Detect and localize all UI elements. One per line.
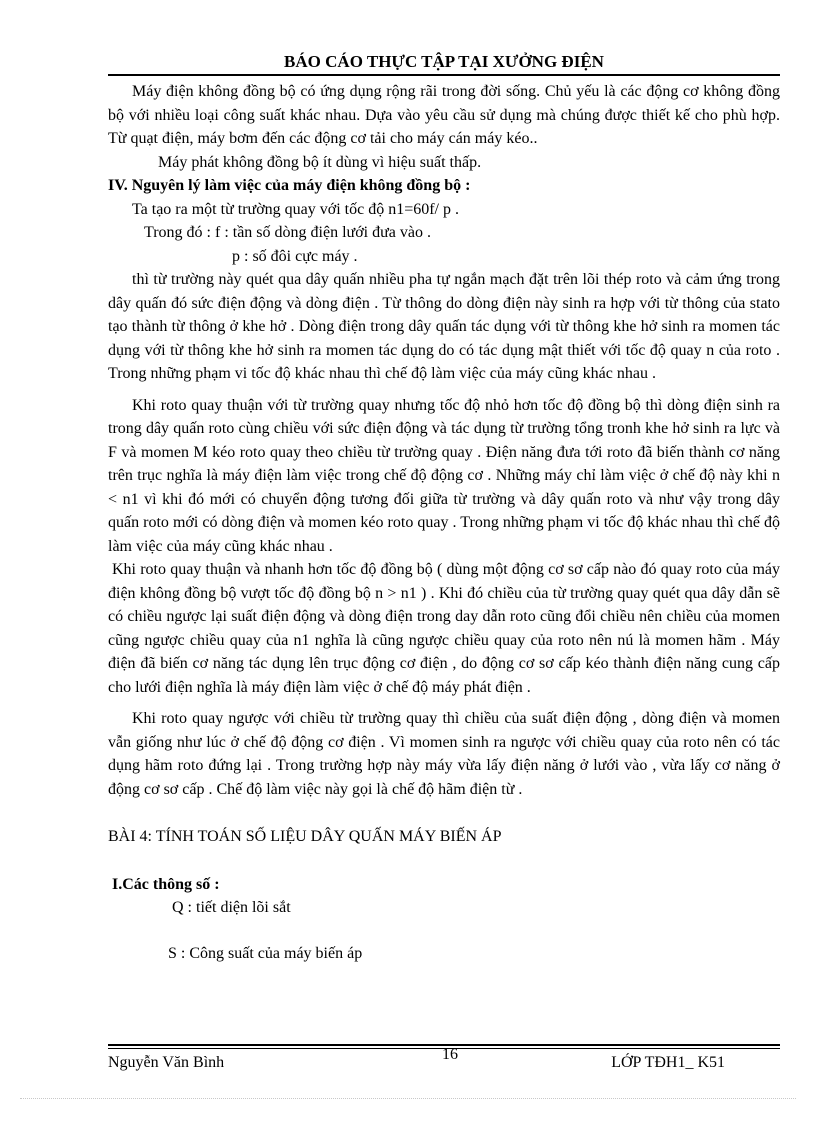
page-edge-dots <box>20 1098 796 1099</box>
page-body <box>108 80 780 965</box>
page-footer <box>108 1046 780 1074</box>
definition-f: Trong đó : f : tần số dòng điện lưới đưa vào . <box>144 224 431 241</box>
lesson-title: BÀI 4: TÍNH TOÁN SỐ LIỆU DÂY QUẤN MÁY BIẾN ÁP <box>108 828 502 845</box>
subsection-heading-i: I.Các thông số : <box>112 875 220 893</box>
section-heading-iv: IV. Nguyên lý làm việc của máy điện không đồng bộ : <box>108 177 471 194</box>
paragraph-brake-mode: Khi roto quay ngược với chiều từ trường quay thì chiều của suất điện động , dòng điện và momen vẫn giống như lúc ở chế độ động cơ điện . Vì momen sinh ra ngược với chiều quay của roto nên có tác dụng hãm roto đứng lại . Trong trường hợp này máy vừa lấy điện năng ở lưới vào , vừa lấy cơ năng ở động cơ sơ cấp . Chế độ làm việc này gọi là chế độ hãm điện từ . <box>108 710 780 798</box>
param-s: S : Công suất của máy biến áp <box>168 944 363 962</box>
paragraph-applications: Máy điện không đồng bộ có ứng dụng rộng rãi trong đời sống. Chủ yếu là các động cơ không đồng bộ với nhiều loại công suất khác nhau. Dựa vào yêu cầu sử dụng mà chúng được thiết kế cho phù hợp. Từ quạt điện, máy bơm đến các động cơ tải cho máy cán máy kéo.. <box>108 83 780 147</box>
formula-line: Ta tạo ra một từ trường quay với tốc độ n1=60f/ p . <box>132 200 459 218</box>
paragraph-motor-mode: Khi roto quay thuận với từ trường quay nhưng tốc độ nhỏ hơn tốc độ đồng bộ thì dòng điện sinh ra trong dây quấn roto cùng chiều với sức điện động và tác dụng từ trường tổng tronh khe hở sinh ra lực và F và momen M kéo roto quay theo chiều từ trường quay . Điện năng đưa tới roto đã biến thành cơ năng trên trục nghĩa là máy điện làm việc trong chế độ động cơ . Những máy chỉ làm việc ở chế độ này khi n < n1 vì khi đó mới có chuyển động tương đối giữa từ trường và dây quấn roto và như vậy trong dây quấn roto mới có dòng điện và momen kéo roto quay . Trong những phạm vi tốc độ khác nhau thì chế độ làm việc của máy cũng khác nhau . <box>108 396 780 555</box>
header-rule <box>108 74 780 76</box>
footer-class: LỚP TĐH1_ K51 <box>611 1054 725 1071</box>
paragraph-generator: Máy phát không đồng bộ ít dùng vì hiệu suất thấp. <box>158 153 482 171</box>
definition-p: p : số đôi cực máy . <box>232 247 358 265</box>
page-header: BÁO CÁO THỰC TẬP TẠI XƯỞNG ĐIỆN <box>284 52 604 71</box>
page-number: 16 <box>442 1046 458 1063</box>
paragraph-principle: thì từ trường này quét qua dây quấn nhiều pha tự ngắn mạch đặt trên lõi thép roto và cảm ứng trong dây quấn đó sức điện động và dòng điện . Từ thông do dòng điện này sinh ra hợp với từ thông của stato tạo thành từ thông ở khe hở . Dòng điện trong dây quấn tác dụng với từ thông khe hở sinh ra momen tác dụng với từ thông khe hở sinh ra momen tác dụng do có tác dụng mật thiết với tốc độ quay n của roto . Trong những phạm vi tốc độ khác nhau thì chế độ làm việc của máy cũng khác nhau . <box>108 271 780 382</box>
paragraph-generator-mode: Khi roto quay thuận và nhanh hơn tốc độ đồng bộ ( dùng một động cơ sơ cấp nào đó quay roto của máy điện không đồng bộ vượt tốc độ đồng bộ n > n1 ) . Khi đó chiều của từ trường quay quét qua dây dẫn sẽ có chiều ngược lại suất điện động và dòng điện trong day dẫn roto cũng đổi chiều nên chiều của momen cũng ngược chiều quay của n1 nghĩa là cũng ngược chiều quay của roto nên nú là momen hãm . Máy điện đã biến cơ năng tác dụng lên trục động cơ điện , do động cơ sơ cấp kéo thành điện năng cung cấp cho lưới điện nghĩa là máy điện làm việc ở chế độ máy phát điện . <box>108 561 780 696</box>
footer-author: Nguyễn Văn Bình <box>108 1054 225 1071</box>
param-q: Q : tiết diện lõi sắt <box>172 899 291 916</box>
